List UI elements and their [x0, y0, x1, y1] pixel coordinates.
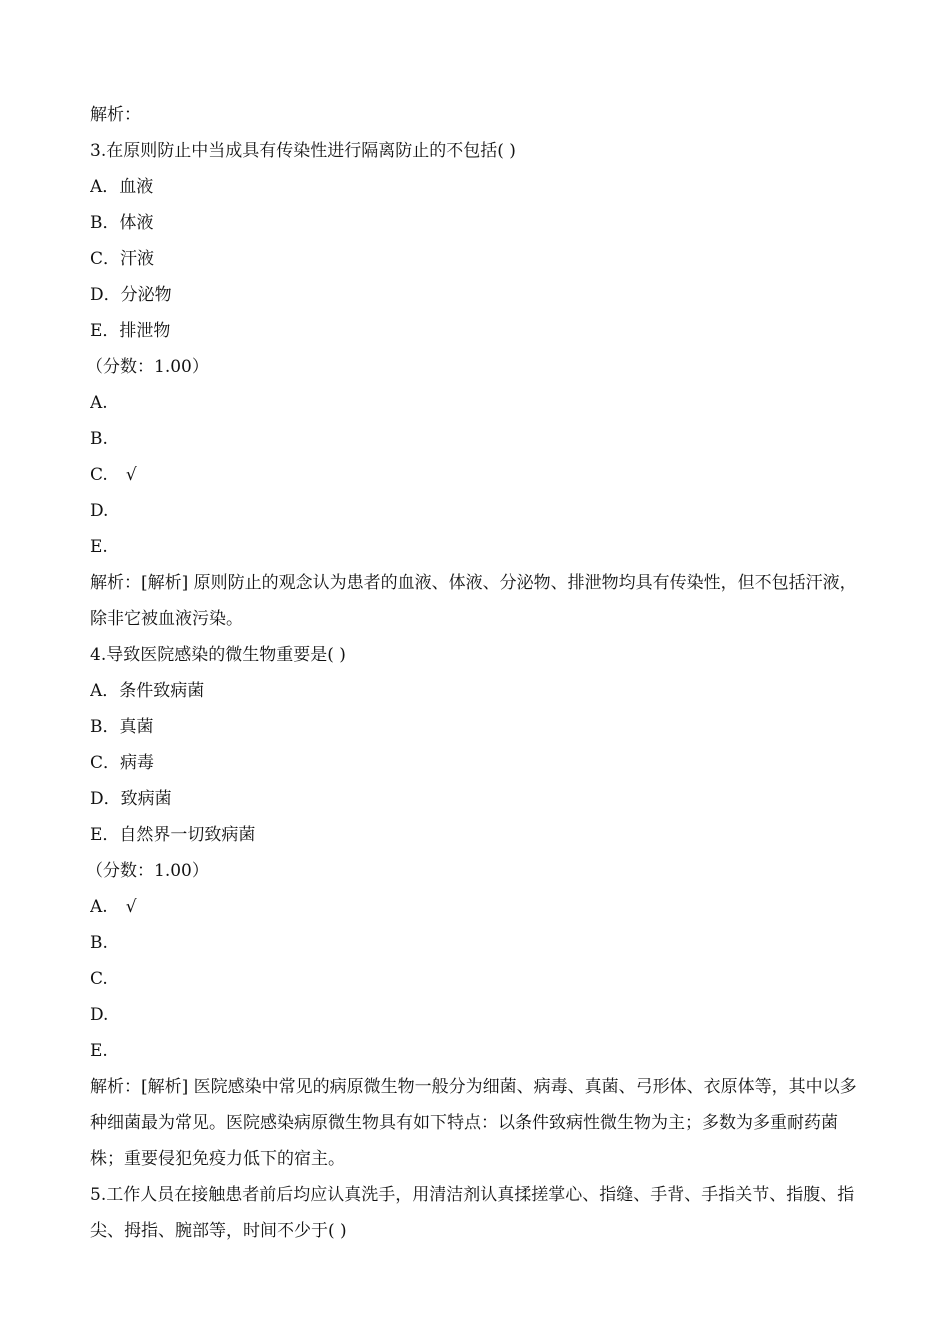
answer-letter: A.: [90, 393, 108, 413]
option-e: E．排泄物: [90, 321, 171, 341]
option-c: C．汗液: [90, 249, 155, 269]
answer-row-c: [90, 961, 870, 997]
answer-letter: A.: [90, 897, 108, 917]
answer-row-a: [90, 385, 870, 421]
answer-row-d: [90, 493, 870, 529]
answer-row-c: [90, 457, 870, 493]
option-c: C．病毒: [90, 753, 155, 773]
analysis-text: 解析：[解析] 医院感染中常见的病原微生物一般分为细菌、病毒、真菌、弓形体、衣原体等，其中以多种细菌最为常见。医院感染病原微生物具有如下特点：以条件致病性微生物为主；多数为多重耐药菌株；重要侵犯免疫力低下的宿主。: [90, 1077, 857, 1169]
question-4: [86, 637, 870, 1177]
answer-letter: E.: [90, 537, 108, 557]
answer-letter: C.: [90, 969, 108, 989]
answer-letter: B.: [90, 933, 108, 953]
answer-row-d: [90, 997, 870, 1033]
document-page: [86, 97, 870, 1249]
answer-letter: B.: [90, 429, 108, 449]
check-mark: √: [125, 465, 137, 485]
option-a: A．血液: [90, 177, 154, 197]
option-b: B．真菌: [90, 717, 154, 737]
answer-row-b: [90, 421, 870, 457]
answer-letter: C.: [90, 465, 108, 485]
option-b: B．体液: [90, 213, 154, 233]
option-a: A．条件致病菌: [90, 681, 205, 701]
option-e: E．自然界一切致病菌: [90, 825, 256, 845]
question-stem: 4.导致医院感染的微生物重要是( ): [90, 645, 346, 665]
score-label: （分数：1.00）: [86, 861, 209, 881]
check-mark: √: [125, 897, 137, 917]
option-d: D．分泌物: [90, 285, 172, 305]
answer-letter: E.: [90, 1041, 108, 1061]
answer-row-a: [90, 889, 870, 925]
answer-row-e: [90, 529, 870, 565]
option-d: D．致病菌: [90, 789, 172, 809]
answer-letter: D.: [90, 1005, 109, 1025]
score-label: （分数：1.00）: [86, 357, 209, 377]
question-stem: 3.在原则防止中当成具有传染性进行隔离防止的不包括( ): [90, 141, 516, 161]
answer-row-e: [90, 1033, 870, 1069]
analysis-text: 解析：[解析] 原则防止的观念认为患者的血液、体液、分泌物、排泄物均具有传染性，但不包括汗液，除非它被血液污染。: [90, 573, 857, 629]
question-stem: 5.工作人员在接触患者前后均应认真洗手，用清洁剂认真揉搓掌心、指缝、手背、手指关节、指腹、指尖、拇指、腕部等，时间不少于( ): [90, 1185, 855, 1241]
question-5: [90, 1177, 870, 1249]
answer-letter: D.: [90, 501, 109, 521]
question-3: [86, 133, 870, 637]
answer-row-b: [90, 925, 870, 961]
analysis-label: 解析：: [90, 105, 141, 125]
